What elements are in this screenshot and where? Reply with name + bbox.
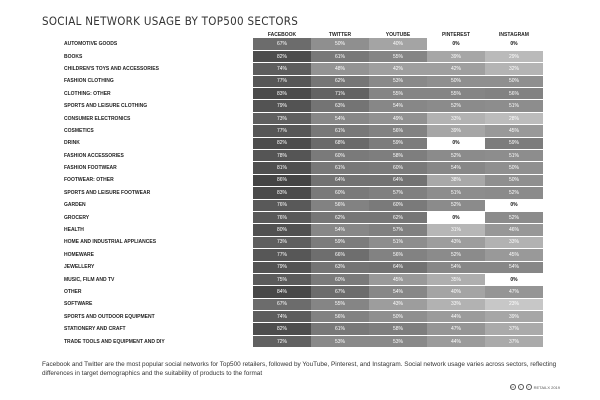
value-cell-twitter: 64% bbox=[311, 174, 369, 186]
value-cell-twitter: 54% bbox=[311, 224, 369, 236]
value-cell-instagram: 59% bbox=[485, 137, 543, 149]
value-cell-instagram: 37% bbox=[485, 335, 543, 347]
value-cell-instagram: 23% bbox=[485, 298, 543, 310]
table-row bbox=[58, 50, 543, 62]
value-cell-youtube: 42% bbox=[369, 63, 427, 75]
table-row bbox=[58, 38, 543, 50]
value-cell-youtube: 45% bbox=[369, 273, 427, 285]
table-row bbox=[58, 100, 543, 112]
table-row bbox=[58, 137, 543, 149]
column-header-instagram: INSTAGRAM bbox=[499, 32, 529, 38]
value-cell-instagram: 45% bbox=[485, 125, 543, 137]
value-cell-youtube: 64% bbox=[369, 261, 427, 273]
value-cell-twitter: 71% bbox=[311, 88, 369, 100]
sector-label: STATIONERY AND CRAFT bbox=[64, 326, 126, 333]
table-row bbox=[58, 249, 543, 261]
value-cell-instagram: 46% bbox=[485, 224, 543, 236]
sector-label: FOOTWEAR: OTHER bbox=[64, 177, 114, 184]
column-header-pinterest: PINTEREST bbox=[441, 32, 471, 38]
value-cell-pinterest: 54% bbox=[427, 261, 485, 273]
value-cell-twitter: 60% bbox=[311, 150, 369, 162]
value-cell-youtube: 55% bbox=[369, 50, 427, 62]
value-cell-pinterest: 31% bbox=[427, 224, 485, 236]
sector-label: HOMEWARE bbox=[64, 251, 94, 258]
sector-label: GROCERY bbox=[64, 214, 90, 221]
value-cell-facebook: 73% bbox=[253, 236, 311, 248]
value-cell-twitter: 61% bbox=[311, 125, 369, 137]
value-cell-instagram: 0% bbox=[485, 38, 543, 50]
sector-label: FASHION CLOTHING bbox=[64, 78, 114, 85]
table-row bbox=[58, 174, 543, 186]
value-cell-youtube: 57% bbox=[369, 187, 427, 199]
value-cell-instagram: 54% bbox=[485, 261, 543, 273]
value-cell-instagram: 39% bbox=[485, 311, 543, 323]
table-row bbox=[58, 150, 543, 162]
value-cell-facebook: 82% bbox=[253, 137, 311, 149]
value-cell-pinterest: 33% bbox=[427, 298, 485, 310]
value-cell-pinterest: 38% bbox=[427, 174, 485, 186]
value-cell-facebook: 82% bbox=[253, 50, 311, 62]
value-cell-instagram: 56% bbox=[485, 88, 543, 100]
value-cell-instagram: 50% bbox=[485, 75, 543, 87]
value-cell-instagram: 29% bbox=[485, 50, 543, 62]
table-row bbox=[58, 162, 543, 174]
value-cell-pinterest: 33% bbox=[427, 112, 485, 124]
value-cell-instagram: 45% bbox=[485, 249, 543, 261]
sector-label: HOME AND INDUSTRIAL APPLIANCES bbox=[64, 239, 157, 246]
value-cell-facebook: 77% bbox=[253, 75, 311, 87]
value-cell-facebook: 76% bbox=[253, 199, 311, 211]
value-cell-facebook: 72% bbox=[253, 335, 311, 347]
value-cell-twitter: 56% bbox=[311, 311, 369, 323]
value-cell-instagram: 50% bbox=[485, 162, 543, 174]
sector-label: COSMETICS bbox=[64, 127, 94, 134]
sector-label: FASHION FOOTWEAR bbox=[64, 165, 117, 172]
sector-label: SPORTS AND LEISURE CLOTHING bbox=[64, 103, 148, 110]
value-cell-youtube: 54% bbox=[369, 100, 427, 112]
table-row bbox=[58, 286, 543, 298]
value-cell-instagram: 52% bbox=[485, 211, 543, 223]
creative-commons-icon: cc bbox=[511, 385, 515, 389]
header-row bbox=[58, 28, 543, 38]
value-cell-facebook: 74% bbox=[253, 63, 311, 75]
value-cell-twitter: 50% bbox=[311, 38, 369, 50]
sector-label: TRADE TOOLS AND EQUIPMENT AND DIY bbox=[64, 338, 165, 345]
value-cell-facebook: 82% bbox=[253, 323, 311, 335]
table-row bbox=[58, 236, 543, 248]
value-cell-twitter: 63% bbox=[311, 261, 369, 273]
value-cell-facebook: 73% bbox=[253, 112, 311, 124]
table-row bbox=[58, 125, 543, 137]
table-row bbox=[58, 273, 543, 285]
value-cell-pinterest: 52% bbox=[427, 100, 485, 112]
value-cell-twitter: 56% bbox=[311, 199, 369, 211]
value-cell-instagram: 47% bbox=[485, 286, 543, 298]
value-cell-facebook: 67% bbox=[253, 298, 311, 310]
value-cell-pinterest: 43% bbox=[427, 236, 485, 248]
sector-label: HEALTH bbox=[64, 227, 84, 234]
usage-table bbox=[58, 28, 543, 348]
value-cell-pinterest: 52% bbox=[427, 150, 485, 162]
table-row bbox=[58, 199, 543, 211]
value-cell-facebook: 83% bbox=[253, 88, 311, 100]
table-row bbox=[58, 224, 543, 236]
value-cell-twitter: 54% bbox=[311, 112, 369, 124]
value-cell-pinterest: 0% bbox=[427, 137, 485, 149]
value-cell-youtube: 59% bbox=[369, 137, 427, 149]
value-cell-pinterest: 35% bbox=[427, 273, 485, 285]
value-cell-pinterest: 39% bbox=[427, 50, 485, 62]
sector-label: SOFTWARE bbox=[64, 301, 93, 308]
value-cell-pinterest: 50% bbox=[427, 75, 485, 87]
value-cell-instagram: 51% bbox=[485, 150, 543, 162]
value-cell-facebook: 79% bbox=[253, 261, 311, 273]
value-cell-youtube: 40% bbox=[369, 38, 427, 50]
value-cell-youtube: 58% bbox=[369, 323, 427, 335]
value-cell-youtube: 51% bbox=[369, 236, 427, 248]
footer bbox=[510, 384, 560, 390]
value-cell-youtube: 55% bbox=[369, 88, 427, 100]
value-cell-twitter: 66% bbox=[311, 249, 369, 261]
value-cell-instagram: 32% bbox=[485, 63, 543, 75]
table-row bbox=[58, 311, 543, 323]
table-row bbox=[58, 187, 543, 199]
value-cell-twitter: 59% bbox=[311, 236, 369, 248]
value-cell-facebook: 81% bbox=[253, 162, 311, 174]
attribution-icon: i bbox=[518, 384, 524, 390]
value-cell-facebook: 79% bbox=[253, 100, 311, 112]
sector-label: BOOKS bbox=[64, 53, 83, 60]
value-cell-youtube: 50% bbox=[369, 311, 427, 323]
column-header-twitter: TWITTER bbox=[328, 32, 352, 38]
table-row bbox=[58, 88, 543, 100]
value-cell-twitter: 62% bbox=[311, 211, 369, 223]
value-cell-facebook: 77% bbox=[253, 249, 311, 261]
value-cell-twitter: 68% bbox=[311, 137, 369, 149]
value-cell-twitter: 48% bbox=[311, 63, 369, 75]
value-cell-facebook: 78% bbox=[253, 150, 311, 162]
value-cell-youtube: 56% bbox=[369, 249, 427, 261]
sector-label: SPORTS AND LEISURE FOOTWEAR bbox=[64, 189, 151, 196]
footer-credit: RETAILX 2019 bbox=[533, 384, 560, 390]
value-cell-facebook: 76% bbox=[253, 211, 311, 223]
value-cell-youtube: 64% bbox=[369, 174, 427, 186]
table-row bbox=[58, 261, 543, 273]
value-cell-instagram: 37% bbox=[485, 323, 543, 335]
value-cell-twitter: 60% bbox=[311, 187, 369, 199]
table-row bbox=[58, 323, 543, 335]
value-cell-youtube: 60% bbox=[369, 199, 427, 211]
value-cell-facebook: 84% bbox=[253, 286, 311, 298]
value-cell-twitter: 61% bbox=[311, 162, 369, 174]
sector-label: AUTOMOTIVE GOODS bbox=[64, 41, 118, 48]
value-cell-youtube: 49% bbox=[369, 112, 427, 124]
sector-label: DRINK bbox=[64, 140, 80, 147]
value-cell-instagram: 51% bbox=[485, 100, 543, 112]
caption: Facebook and Twitter are the most popular social networks for Top500 retailers, followed by YouTube, Pinterest, and Instagram. Social network usage varies across sectors, reflecting differences in target demographics and the suitability of products to the format bbox=[42, 361, 557, 377]
sector-label: JEWELLERY bbox=[64, 264, 95, 271]
value-cell-pinterest: 44% bbox=[427, 335, 485, 347]
table-row bbox=[58, 335, 543, 347]
value-cell-pinterest: 39% bbox=[427, 125, 485, 137]
sector-label: CLOTHING: OTHER bbox=[64, 90, 111, 97]
value-cell-youtube: 57% bbox=[369, 224, 427, 236]
value-cell-facebook: 77% bbox=[253, 125, 311, 137]
value-cell-youtube: 58% bbox=[369, 150, 427, 162]
table-row bbox=[58, 298, 543, 310]
value-cell-pinterest: 42% bbox=[427, 63, 485, 75]
sector-label: CONSUMER ELECTRONICS bbox=[64, 115, 131, 122]
value-cell-youtube: 53% bbox=[369, 75, 427, 87]
sector-label: FASHION ACCESSORIES bbox=[64, 152, 124, 159]
sector-label: OTHER bbox=[64, 289, 82, 295]
value-cell-facebook: 80% bbox=[253, 224, 311, 236]
value-cell-instagram: 50% bbox=[485, 174, 543, 186]
value-cell-twitter: 60% bbox=[311, 273, 369, 285]
value-cell-pinterest: 52% bbox=[427, 199, 485, 211]
table-row bbox=[58, 63, 543, 75]
table-row bbox=[58, 211, 543, 223]
value-cell-youtube: 53% bbox=[369, 335, 427, 347]
value-cell-pinterest: 44% bbox=[427, 311, 485, 323]
value-cell-instagram: 0% bbox=[485, 199, 543, 211]
share-alike-icon: = bbox=[526, 384, 532, 390]
sector-label: SPORTS AND OUTDOOR EQUIPMENT bbox=[64, 313, 155, 320]
value-cell-facebook: 67% bbox=[253, 38, 311, 50]
row-label-header bbox=[58, 28, 253, 38]
value-cell-twitter: 63% bbox=[311, 100, 369, 112]
value-cell-pinterest: 0% bbox=[427, 211, 485, 223]
value-cell-pinterest: 54% bbox=[427, 162, 485, 174]
value-cell-instagram: 28% bbox=[485, 112, 543, 124]
table-body bbox=[58, 38, 543, 348]
sector-label: CHILDREN'S TOYS AND ACCESSORIES bbox=[64, 65, 159, 72]
value-cell-twitter: 53% bbox=[311, 335, 369, 347]
value-cell-pinterest: 52% bbox=[427, 249, 485, 261]
value-cell-facebook: 86% bbox=[253, 174, 311, 186]
value-cell-instagram: 33% bbox=[485, 236, 543, 248]
value-cell-facebook: 74% bbox=[253, 311, 311, 323]
value-cell-twitter: 62% bbox=[311, 75, 369, 87]
table-row bbox=[58, 112, 543, 124]
value-cell-twitter: 67% bbox=[311, 286, 369, 298]
column-header-facebook: FACEBOOK bbox=[267, 32, 297, 38]
sector-label: GARDEN bbox=[64, 202, 86, 209]
value-cell-twitter: 55% bbox=[311, 298, 369, 310]
value-cell-youtube: 43% bbox=[369, 298, 427, 310]
value-cell-pinterest: 40% bbox=[427, 286, 485, 298]
value-cell-twitter: 61% bbox=[311, 323, 369, 335]
value-cell-pinterest: 55% bbox=[427, 88, 485, 100]
value-cell-facebook: 75% bbox=[253, 273, 311, 285]
table-row bbox=[58, 75, 543, 87]
value-cell-instagram: 52% bbox=[485, 187, 543, 199]
value-cell-youtube: 56% bbox=[369, 125, 427, 137]
value-cell-instagram: 0% bbox=[485, 273, 543, 285]
value-cell-pinterest: 47% bbox=[427, 323, 485, 335]
value-cell-pinterest: 51% bbox=[427, 187, 485, 199]
page-title: SOCIAL NETWORK USAGE BY TOP500 SECTORS bbox=[42, 14, 299, 28]
value-cell-facebook: 83% bbox=[253, 187, 311, 199]
value-cell-youtube: 54% bbox=[369, 286, 427, 298]
value-cell-youtube: 60% bbox=[369, 162, 427, 174]
value-cell-twitter: 61% bbox=[311, 50, 369, 62]
value-cell-youtube: 62% bbox=[369, 211, 427, 223]
value-cell-pinterest: 0% bbox=[427, 38, 485, 50]
column-header-youtube: YOUTUBE bbox=[385, 32, 411, 38]
sector-label: MUSIC, FILM AND TV bbox=[64, 276, 115, 283]
